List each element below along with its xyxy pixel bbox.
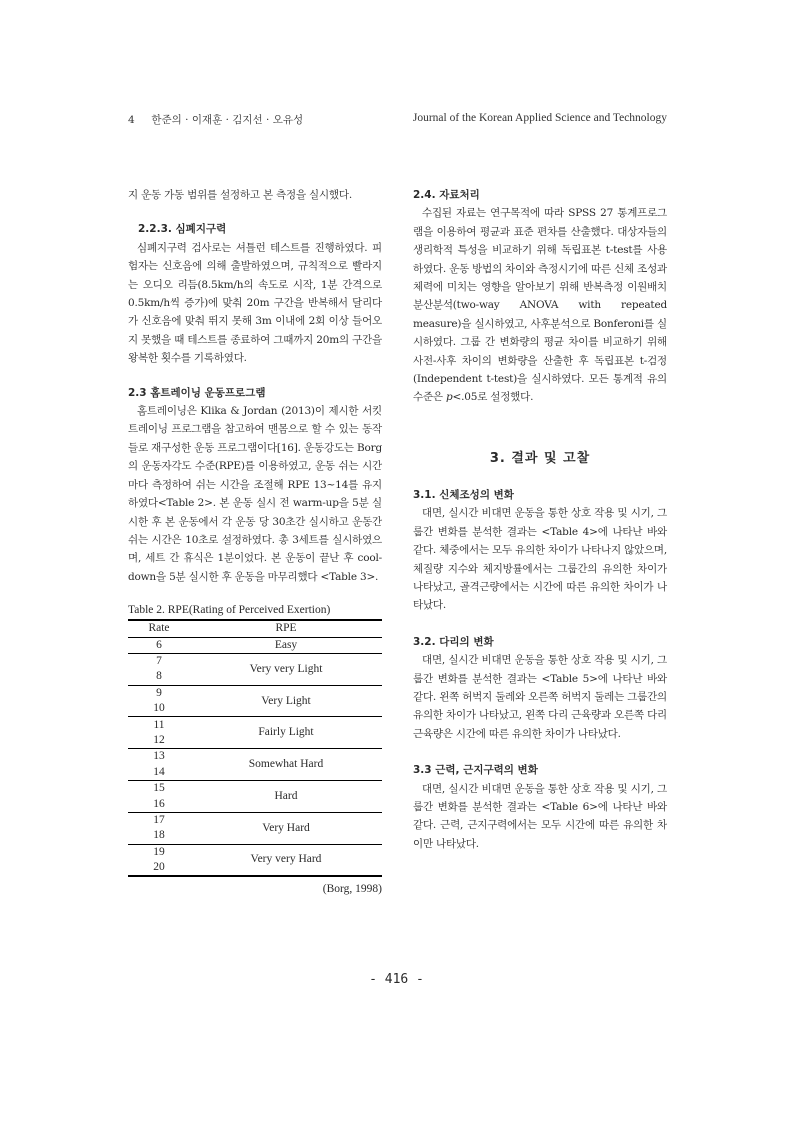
- table-row: [128, 717, 382, 733]
- paragraph-2-2-3: 심폐지구력 검사로는 셔틀런 테스트를 진행하였다. 피험자는 신호음에 의해 출발하였으며, 규칙적으로 빨라지는 오디오 리듬(8.5km/h의 속도로 시작, 1분 간격으로 0.5km/h씩 증가)에 맞춰 20m 구간을 반복해서 달리다가 신호음에 맞춰 뛰지 못해 3m 이내에 2회 이상 들어오지 못했을 때 테스트를 종료하여 그때까지 20m의 구간을 왕복한 횟수를 기록하였다.: [128, 241, 382, 365]
- rpe-cell: Very Hard: [190, 812, 382, 844]
- rate-cell: 20: [128, 860, 190, 876]
- rpe-cell: Very very Light: [190, 653, 382, 685]
- paragraph-2-4-end: <.05로 설정했다.: [452, 391, 534, 404]
- table-row: [128, 844, 382, 860]
- rate-cell: 8: [128, 669, 190, 685]
- paragraph-3-2: 대면, 실시간 비대면 운동을 통한 상호 작용 및 시기, 그룹간 변화를 분석한 결과는 <Table 5>에 나타난 바와 같다. 왼쪽 허벅지 둘레와 오른쪽 허벅지 둘레는 그룹간의 유의한 차이가 나타났고, 왼쪽 다리 근육량과 오른쪽 다리 근육량은 시간에 따른 유의한 차이가 나타났다.: [413, 654, 667, 740]
- paragraph-3-1: 대면, 실시간 비대면 운동을 통한 상호 작용 및 시기, 그룹간 변화를 분석한 결과는 <Table 4>에 나타난 바와 같다. 체중에서는 모두 유의한 차이가 나타나지 않았으며, 체질량 지수와 체지방률에서는 그룹간의 유의한 차이가 나타났고, 골격근량에서는 시간에 따른 유의한 차이가 나타났다.: [413, 507, 667, 612]
- table-row: [128, 637, 382, 653]
- running-header-left: [128, 112, 303, 127]
- rate-cell: 6: [128, 637, 190, 653]
- paragraph-2-4: [413, 204, 667, 406]
- rpe-cell: Somewhat Hard: [190, 749, 382, 781]
- table-row: [128, 653, 382, 669]
- rpe-cell: Easy: [190, 637, 382, 653]
- rate-cell: 17: [153, 814, 165, 826]
- rate-cell: 10: [128, 701, 190, 717]
- rpe-cell: Hard: [190, 781, 382, 813]
- col-header-rpe: RPE: [190, 621, 382, 637]
- heading-3-2: 3.2. 다리의 변화: [413, 635, 494, 648]
- table-2-caption: Table 2. RPE(Rating of Perceived Exertion): [128, 604, 331, 617]
- table-row: [128, 781, 382, 797]
- table-row: [128, 749, 382, 765]
- rate-cell: 16: [128, 796, 190, 812]
- rpe-cell: Fairly Light: [190, 717, 382, 749]
- rate-cell: 13: [153, 750, 165, 763]
- table-row: [128, 685, 382, 701]
- left-column: [128, 186, 382, 895]
- rate-cell: 11: [153, 718, 165, 731]
- rate-cell: 12: [128, 733, 190, 749]
- paragraph-2-3: 홈트레이닝은 Klika & Jordan (2013)이 제시한 서킷트레이닝 프로그램을 참고하여 맨몸으로 할 수 있는 동작들로 재구성한 운동 프로그램이다[16]. 운동강도는 Borg의 운동자각도 수준(RPE)를 이용하였고, 운동 쉬는 시간마다 측정하여 쉬는 시간을 조절해 RPE 13~14를 유지하였다<Table 2>. 본 운동 실시 전 warm-up을 5분 실시한 후 본 운동에서 각 운동 당 30초간 실시하고 운동간 쉬는 시간은 10초로 설정하였다. 총 3세트를 실시하였으며, 세트 간 휴식은 1분이었다. 본 운동이 끝난 후 cool- down을 5분 실시한 후 운동을 마무리했다 <Table 3>.: [128, 405, 382, 583]
- intro-paragraph: 지 운동 가동 범위를 설정하고 본 측정을 실시했다.: [128, 189, 352, 201]
- rate-cell: 7: [156, 655, 162, 668]
- p-value-symbol: p: [445, 391, 453, 404]
- rpe-cell: Very very Hard: [190, 844, 382, 876]
- right-column: [413, 186, 667, 853]
- table-row: [128, 812, 382, 828]
- col-header-rate: Rate: [128, 621, 190, 637]
- rate-cell: 19: [153, 845, 165, 858]
- table-2-source: (Borg, 1998): [322, 883, 382, 896]
- rate-cell: 18: [128, 828, 190, 844]
- header-journal-title: Journal of the Korean Applied Science and Technology: [412, 112, 667, 124]
- heading-3-3: 3.3 근력, 근지구력의 변화: [413, 764, 538, 777]
- heading-2-2-3: 2.2.3. 심폐지구력: [138, 223, 227, 236]
- header-page-number: 4: [128, 114, 135, 126]
- rate-cell: 14: [128, 765, 190, 781]
- rate-cell: 9: [156, 686, 162, 699]
- page-number-footer: - 416 -: [369, 972, 424, 987]
- paragraph-3-3: 대면, 실시간 비대면 운동을 통한 상호 작용 및 시기, 그룹간 변화를 분석한 결과는 <Table 6>에 나타난 바와 같다. 근력, 근지구력에서는 모두 시간에 따른 유의한 차이만 나타났다.: [413, 782, 667, 850]
- section-3-title: 3. 결과 및 고찰: [489, 450, 591, 466]
- table-header-row: [128, 621, 382, 637]
- heading-2-4: 2.4. 자료처리: [413, 189, 480, 201]
- heading-3-1: 3.1. 신체조성의 변화: [413, 488, 514, 501]
- rpe-cell: Very Light: [190, 685, 382, 717]
- paragraph-2-4-text: 수집된 자료는 연구목적에 따라 SPSS 27 통계프로그램을 이용하여 평균과 표준 편차를 산출했다. 대상자들의 생리학적 특성을 비교하기 위해 독립표본 t-test를 사용하였다. 운동 방법의 차이와 측정시기에 따른 신체 조성과 체력에 미치는 영향을 알아보기 위해 반복측정 이원배치분산분석(two-way ANOVA with repeated measure)을 실시하였고, 사후분석으로 Bonferoni를 실시하였다. 그룹 간 변화량의 평균 차이를 비교하기 위해 사전-사후 차이의 변화량을 산출한 후 독립표본 t-검정 (Independent t-test)을 실시하였다. 모든 통계적 유의수준은: [413, 207, 667, 404]
- header-authors: 한준의 · 이재훈 · 김지선 · 오유성: [151, 114, 304, 126]
- rate-cell: 15: [153, 782, 165, 795]
- rpe-table: [128, 621, 382, 877]
- heading-2-3: 2.3 홈트레이닝 운동프로그램: [128, 386, 266, 399]
